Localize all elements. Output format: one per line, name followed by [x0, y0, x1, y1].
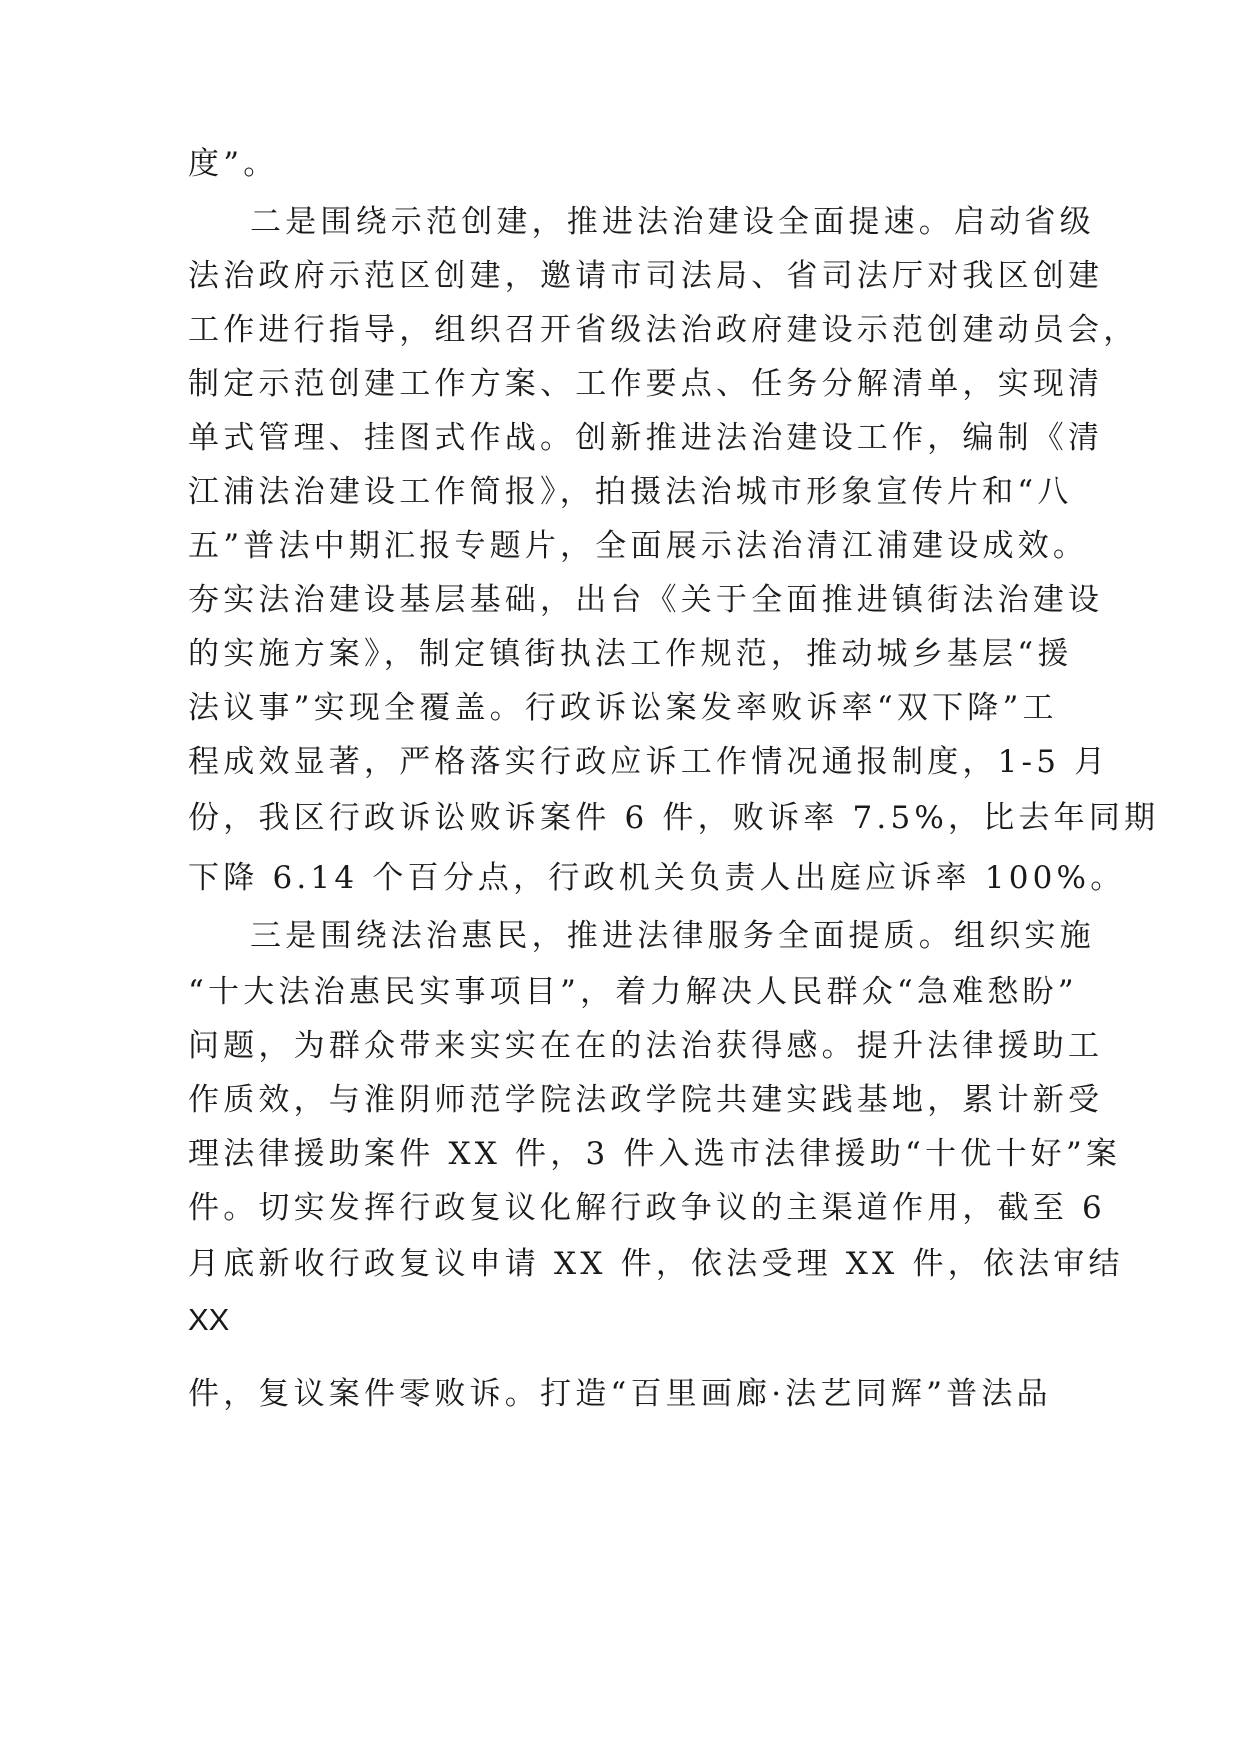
text-line: 法治政府示范区创建，邀请市司法局、省司法厅对我区创建 — [188, 258, 1104, 294]
text-line: 的实施方案》，制定镇街执法工作规范，推动城乡基层“援 — [188, 636, 1073, 672]
text-line: 单式管理、挂图式作战。创新推进法治建设工作，编制《清 — [188, 420, 1104, 456]
text-line: 江浦法治建设工作简报》，拍摄法治城市形象宣传片和“八 — [188, 474, 1073, 510]
text-line: “十大法治惠民实事项目”，着力解决人民群众“急难愁盼” — [188, 974, 1078, 1010]
text-line: 份，我区行政诉讼败诉案件 6 件，败诉率 7.5%，比去年同期 — [188, 800, 1160, 836]
text-line: 制定示范创建工作方案、工作要点、任务分解清单，实现清 — [188, 366, 1104, 402]
text-line: 件，复议案件零败诉。打造“百里画廊·法艺同辉”普法品 — [188, 1376, 1052, 1412]
text-line: 月底新收行政复议申请 XX 件，依法受理 XX 件，依法审结 — [188, 1246, 1124, 1282]
text-line-xx: XX — [188, 1302, 230, 1337]
paragraph-two-first-line: 二是围绕示范创建，推进法治建设全面提速。启动省级 — [250, 204, 1095, 240]
text-line: 下降 6.14 个百分点，行政机关负责人出庭应诉率 100%。 — [188, 860, 1126, 896]
text-line: 理法律援助案件 XX 件，3 件入选市法律援助“十优十好”案 — [188, 1136, 1122, 1172]
text-line: 夯实法治建设基层基础，出台《关于全面推进镇街法治建设 — [188, 582, 1104, 618]
text-line: 度”。 — [188, 146, 279, 182]
text-line: 工作进行指导，组织召开省级法治政府建设示范创建动员会， — [188, 312, 1139, 348]
text-line: 法议事”实现全覆盖。行政诉讼案发率败诉率“双下降”工 — [188, 690, 1058, 726]
text-line: 作质效，与淮阴师范学院法政学院共建实践基地，累计新受 — [188, 1082, 1104, 1118]
text-line: 五”普法中期汇报专题片，全面展示法治清江浦建设成效。 — [188, 528, 1089, 564]
paragraph-three-first-line: 三是围绕法治惠民，推进法律服务全面提质。组织实施 — [250, 918, 1095, 954]
text-line: 问题，为群众带来实实在在的法治获得感。提升法律援助工 — [188, 1028, 1104, 1064]
text-line: 程成效显著，严格落实行政应诉工作情况通报制度，1-5 月 — [188, 744, 1110, 780]
text-line: 件。切实发挥行政复议化解行政争议的主渠道作用，截至 6 — [188, 1190, 1106, 1226]
